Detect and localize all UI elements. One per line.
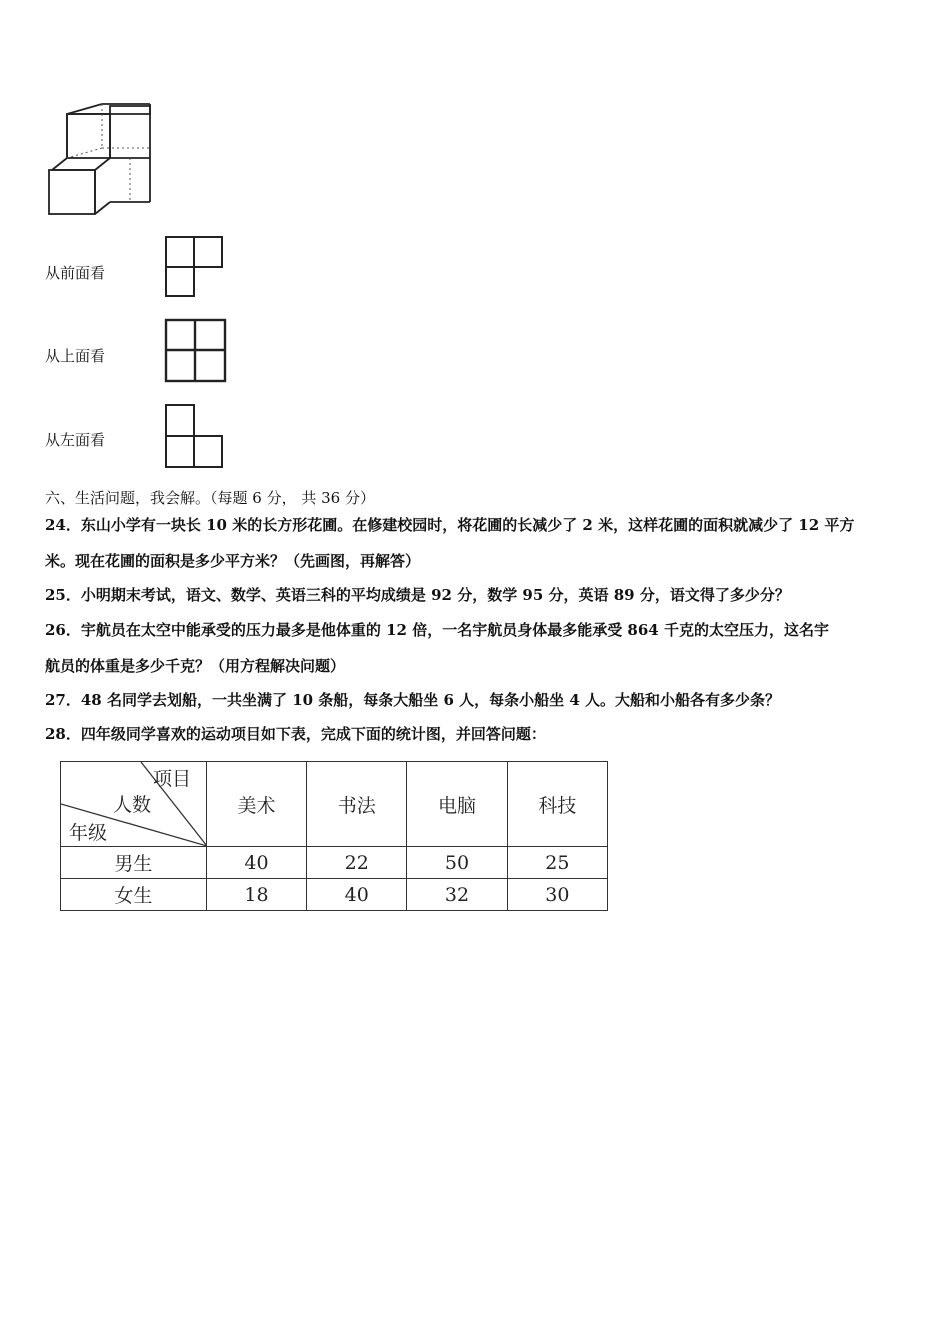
cell-boys-computer: 50 — [407, 847, 507, 879]
question-24-line1: 24．东山小学有一块长 10 米的长方形花圃。在修建校园时，将花圃的长减少了 2 米，这样花圃的面积就减少了 12 平方 — [45, 516, 855, 534]
header-art: 美术 — [206, 762, 306, 847]
row-label-girls: 女生 — [61, 879, 207, 911]
cell-boys-calligraphy: 22 — [307, 847, 407, 879]
corner-grade-label: 年级 — [69, 822, 108, 844]
left-view-label: 从左面看 — [45, 431, 106, 449]
top-view-grid — [163, 317, 229, 385]
front-view-label: 从前面看 — [45, 264, 106, 282]
question-26-line2: 航员的体重是多少千克？（用方程解决问题） — [45, 657, 346, 675]
corner-project-label: 项目 — [153, 768, 192, 790]
table-row — [61, 879, 608, 911]
cell-girls-art: 18 — [206, 879, 306, 911]
left-view-grid — [163, 401, 225, 471]
question-25: 25．小明期末考试，语文、数学、英语三科的平均成绩是 92 分，数学 95 分，英语 89 分，语文得了多少分？ — [45, 586, 790, 604]
table-header-row — [61, 762, 608, 847]
question-27: 27．48 名同学去划船，一共坐满了 10 条船，每条大船坐 6 人，每条小船坐 4 人。大船和小船各有多少条？ — [45, 691, 781, 709]
corner-count-label: 人数 — [113, 794, 152, 816]
cell-girls-technology: 30 — [507, 879, 607, 911]
cell-boys-art: 40 — [206, 847, 306, 879]
question-24-line2: 米。现在花圃的面积是多少平方米？（先画图，再解答） — [45, 552, 421, 570]
sports-stats-table — [60, 761, 608, 911]
front-view-grid — [163, 234, 225, 300]
cell-girls-calligraphy: 40 — [307, 879, 407, 911]
table-row — [61, 847, 608, 879]
question-28: 28．四年级同学喜欢的运动项目如下表，完成下面的统计图，并回答问题： — [45, 725, 546, 743]
cell-boys-technology: 25 — [507, 847, 607, 879]
header-calligraphy: 书法 — [307, 762, 407, 847]
header-computer: 电脑 — [407, 762, 507, 847]
section-title: 六、生活问题，我会解。（每题 6 分， 共 36 分） — [45, 489, 375, 507]
row-label-boys: 男生 — [61, 847, 207, 879]
top-view-label: 从上面看 — [45, 347, 106, 365]
question-26-line1: 26．宇航员在太空中能承受的压力最多是他体重的 12 倍，一名宇航员身体最多能承受 864 千克的太空压力，这名宇 — [45, 621, 829, 639]
table-corner-cell — [61, 762, 207, 847]
header-technology: 科技 — [507, 762, 607, 847]
cell-girls-computer: 32 — [407, 879, 507, 911]
cube-solid-figure — [40, 98, 160, 220]
